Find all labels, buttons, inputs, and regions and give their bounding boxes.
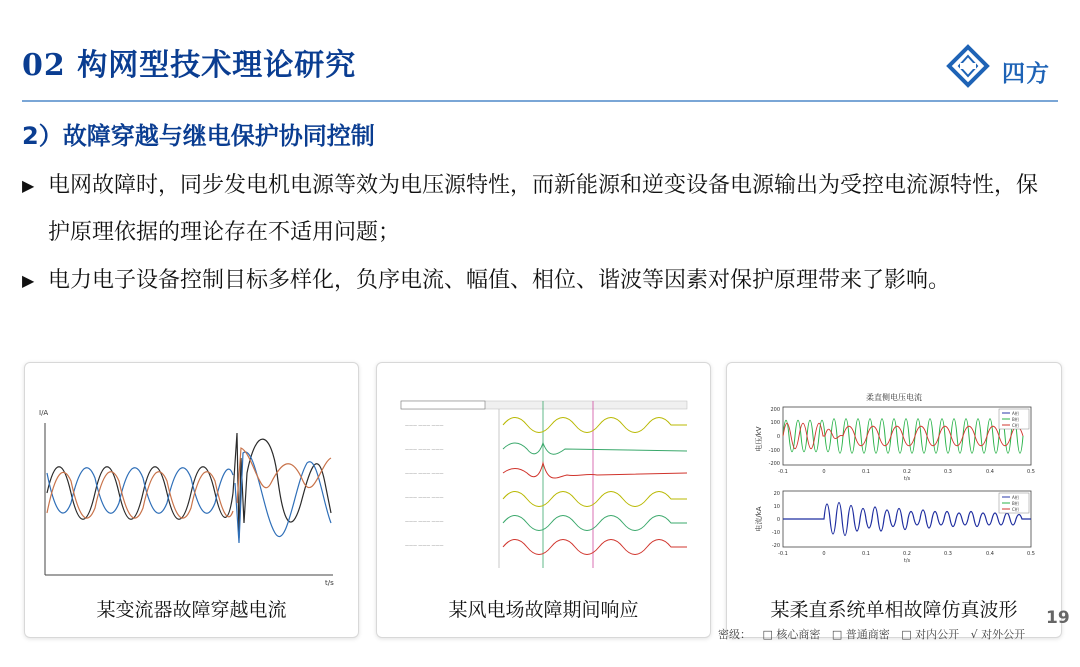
svg-text:——— ——— ———: ——— ——— ——— (405, 423, 444, 428)
page-number: 19 (1046, 608, 1070, 628)
svg-text:C相: C相 (1012, 423, 1019, 428)
svg-text:0: 0 (776, 517, 780, 523)
svg-text:0: 0 (822, 469, 826, 475)
top-ylabel: 电压/kV (755, 426, 763, 452)
y-axis-label: I/A (39, 409, 49, 417)
svg-text:0.5: 0.5 (1027, 551, 1035, 557)
svg-text:——— ——— ———: ——— ——— ——— (405, 471, 444, 476)
svg-text:0: 0 (822, 551, 826, 557)
svg-text:0.3: 0.3 (944, 551, 952, 557)
figure-card-converter (24, 362, 359, 638)
svg-text:0.4: 0.4 (986, 551, 994, 557)
svg-text:-10: -10 (771, 530, 780, 536)
classification-option: □ 核心商密 (762, 628, 821, 641)
figure-caption: 某变流器故障穿越电流 (96, 599, 287, 621)
page-title: 02 构网型技术理论研究 (22, 48, 357, 83)
svg-text:0.2: 0.2 (903, 469, 911, 475)
classification-option: □ 对内公开 (901, 628, 960, 641)
svg-text:0.5: 0.5 (1027, 469, 1035, 475)
svg-text:-100: -100 (768, 448, 780, 454)
svg-text:0.3: 0.3 (944, 469, 952, 475)
svg-text:0.1: 0.1 (862, 551, 870, 557)
plot-title: 柔直侧电压电流 (866, 393, 922, 402)
svg-text:——— ——— ———: ——— ——— ——— (405, 495, 444, 500)
svg-text:-200: -200 (768, 461, 780, 467)
svg-text:B相: B相 (1012, 501, 1019, 506)
bottom-ylabel: 电流/kA (755, 506, 763, 532)
svg-text:0: 0 (776, 434, 780, 440)
svg-text:B相: B相 (1012, 417, 1019, 422)
svg-text:t/s: t/s (903, 476, 911, 482)
svg-text:0.4: 0.4 (986, 469, 994, 475)
svg-text:A相: A相 (1012, 411, 1019, 416)
classification-label: 密级： (718, 628, 751, 641)
classification-footer (718, 626, 1033, 642)
header-divider (22, 100, 1058, 102)
bullet-marker-icon: ▶ (22, 271, 35, 290)
svg-text:C相: C相 (1012, 507, 1019, 512)
windfarm-response-waveform (377, 363, 710, 593)
svg-text:——— ——— ———: ——— ——— ——— (405, 447, 444, 452)
hvdc-fault-waveform (727, 363, 1061, 593)
figure-card-hvdc (726, 362, 1062, 638)
svg-text:——— ——— ———: ——— ——— ——— (405, 543, 444, 548)
svg-text:0.1: 0.1 (862, 469, 870, 475)
figure-caption: 某柔直系统单相故障仿真波形 (770, 599, 1018, 621)
classification-option: √ 对外公开 (970, 628, 1026, 641)
svg-text:20: 20 (773, 491, 780, 497)
logo-text: 四方 (1002, 61, 1050, 87)
bullet-text: 电网故障时，同步发电机电源等效为电压源特性，而新能源和逆变设备电源输出为受控电流源特性，保护原理依据的理论存在不适用问题； (48, 173, 1039, 245)
section-title: 2）故障穿越与继电保护协同控制 (22, 122, 375, 150)
bullet-marker-icon: ▶ (22, 176, 35, 195)
svg-text:10: 10 (773, 504, 780, 510)
svg-text:-0.1: -0.1 (778, 469, 788, 475)
svg-text:A相: A相 (1012, 495, 1019, 500)
svg-text:200: 200 (770, 407, 780, 413)
converter-current-waveform (25, 363, 358, 593)
svg-text:——— ——— ———: ——— ——— ——— (405, 519, 444, 524)
x-axis-label: t/s (325, 579, 334, 587)
svg-text:t/s: t/s (903, 558, 911, 564)
figure-card-windfarm (376, 362, 711, 638)
svg-text:-20: -20 (771, 543, 780, 549)
svg-text:0.2: 0.2 (903, 551, 911, 557)
svg-text:100: 100 (770, 420, 780, 426)
classification-option: □ 普通商密 (831, 628, 890, 641)
svg-text:-0.1: -0.1 (778, 551, 788, 557)
figure-caption: 某风电场故障期间响应 (448, 599, 639, 621)
bullet-text: 电力电子设备控制目标多样化，负序电流、幅值、相位、谐波等因素对保护原理带来了影响。 (48, 268, 951, 293)
